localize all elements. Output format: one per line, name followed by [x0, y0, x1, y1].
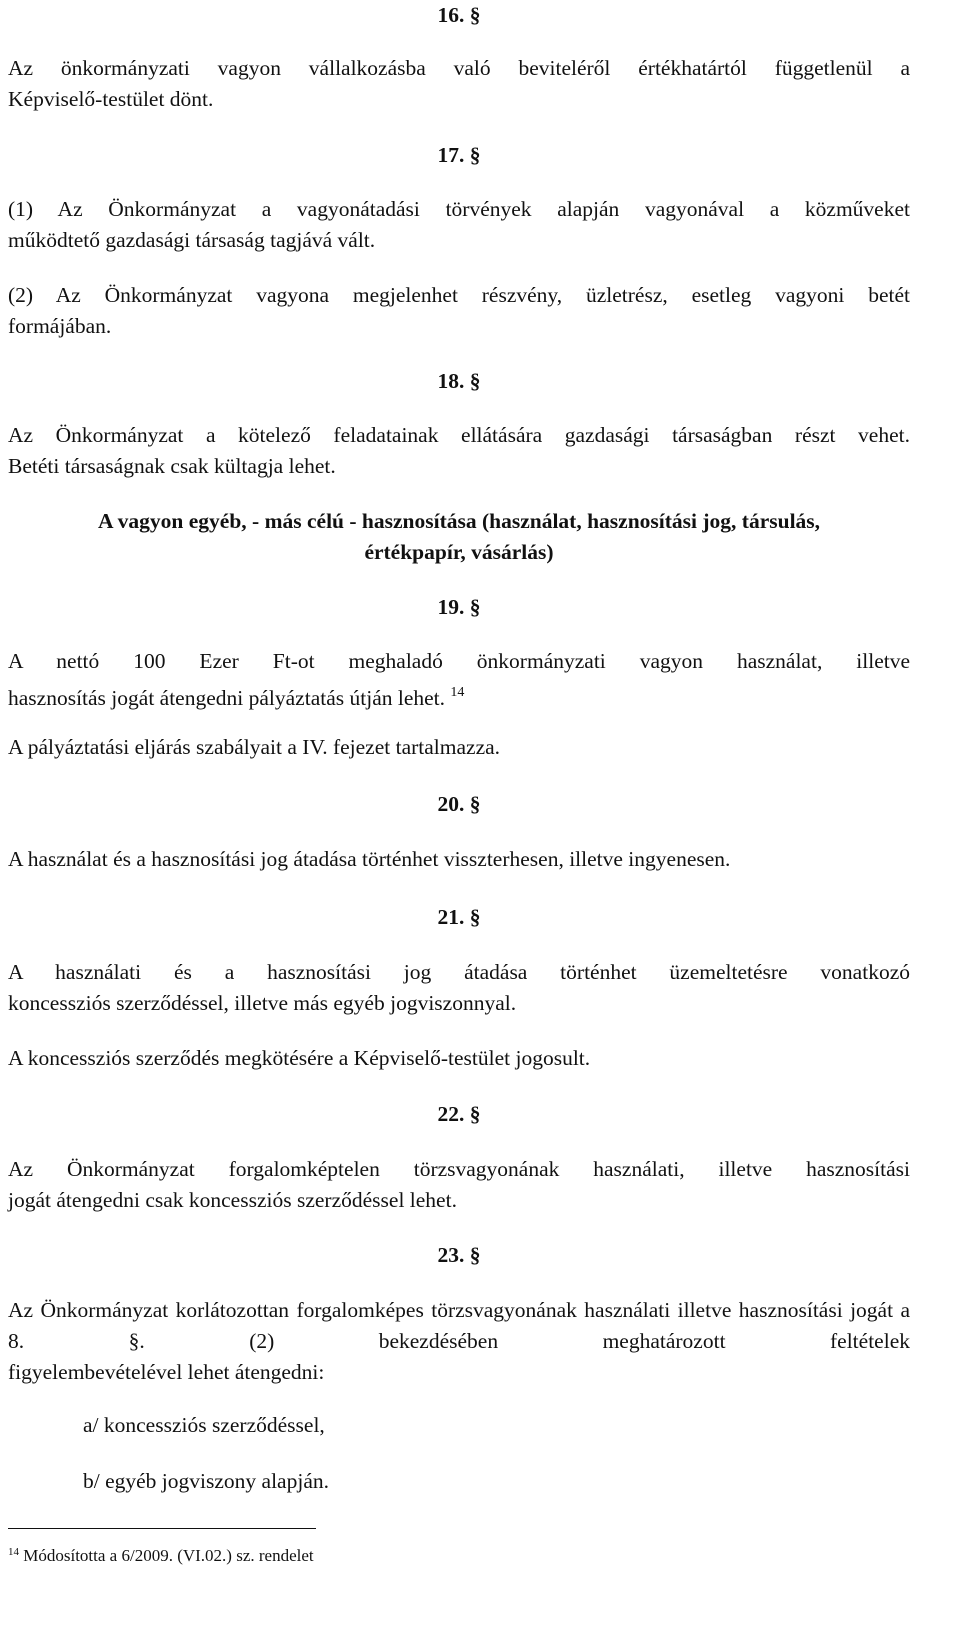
section-18-text: Az Önkormányzat a kötelező feladatainak ellátására gazdasági társaságban részt vehet. Betéti társaságnak csak kültagja lehet.	[8, 423, 910, 478]
chapter-heading: A vagyon egyéb, - más célú - hasznosítása (használat, hasznosítási jog, társulás, értékpapír, vásárlás)	[97, 509, 821, 564]
footnote	[8, 1541, 314, 1567]
list-item-a: a/ koncessziós szerződéssel,	[83, 1413, 325, 1437]
footnote-separator	[8, 1528, 316, 1529]
section-19-paragraph-2: A pályáztatási eljárás szabályait a IV. fejezet tartalmazza.	[8, 735, 501, 759]
section-16-text: Az önkormányzati vagyon vállalkozásba való beviteléről értékhatártól függetlenül a Képviselő-testület dönt.	[8, 56, 910, 111]
section-21-paragraph-2: A koncessziós szerződés megkötésére a Képviselő-testület jogosult.	[8, 1046, 591, 1070]
section-17-paragraph-2: (2) Az Önkormányzat vagyona megjelenhet részvény, üzletrész, esetleg vagyoni betét formájában.	[8, 283, 910, 338]
section-16-number: 16. §	[437, 3, 481, 27]
footnote-mark: 14	[8, 1546, 19, 1558]
list-item-b: b/ egyéb jogviszony alapján.	[83, 1469, 329, 1493]
section-20-text: A használat és a hasznosítási jog átadása történhet visszterhesen, illetve ingyenesen.	[8, 847, 731, 871]
section-21-number: 21. §	[437, 905, 481, 929]
section-19-text: A nettó 100 Ezer Ft-ot meghaladó önkormányzati vagyon használat, illetve hasznosítás jogát átengedni pályáztatás útján lehet. $^{14}$	[8, 649, 910, 710]
section-20-number: 20. §	[437, 792, 481, 816]
section-17-paragraph-1: (1) Az Önkormányzat a vagyonátadási törvények alapján vagyonával a közműveket működtető gazdasági társaság tagjává vált.	[8, 197, 910, 252]
footnote-reference: 14	[450, 685, 465, 700]
section-17-number: 17. §	[437, 143, 481, 167]
section-19-number: 19. §	[437, 595, 481, 619]
section-21-text: A használati és a hasznosítási jog átadása történhet üzemeltetésre vonatkozó koncessziós szerződéssel, illetve más egyéb jogviszonnyal.	[8, 960, 910, 1015]
section-23-text: Az Önkormányzat korlátozottan forgalomképes törzsvagyonának használati illetve hasznosítási jogát a 8. §. (2) bekezdésében meghatározott feltételek figyelembevételével lehet átengedni:	[8, 1298, 911, 1384]
section-18-number: 18. §	[437, 369, 481, 393]
section-23-number: 23. §	[437, 1243, 481, 1267]
section-22-number: 22. §	[437, 1102, 481, 1126]
footnote-text: Módosította a 6/2009. (VI.02.) sz. rendelet	[23, 1546, 314, 1565]
section-22-text: Az Önkormányzat forgalomképtelen törzsvagyonának használati, illetve hasznosítási jogát átengedni csak koncessziós szerződéssel lehet.	[8, 1157, 910, 1212]
